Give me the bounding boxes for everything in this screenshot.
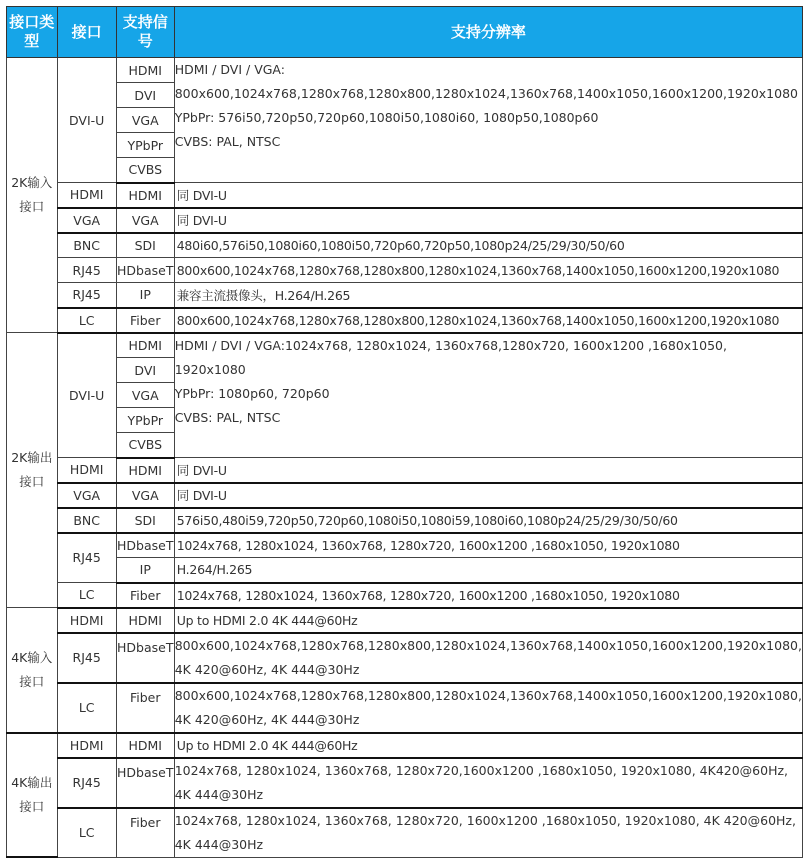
- port-cell: RJ45: [57, 633, 116, 683]
- resolution-line: HDMI / DVI / VGA:1024x768, 1280x1024, 1360x768,1280x720, 1600x1200 ,1680x1050,: [174, 337, 727, 353]
- signal-cell: DVI: [116, 358, 174, 383]
- table-row: [7, 683, 803, 733]
- port-cell: LC: [57, 583, 116, 608]
- resolution-cell: 同 DVI-U: [174, 483, 802, 508]
- resolution-cell: [174, 58, 802, 183]
- table-row: [7, 333, 803, 358]
- resolution-cell: Up to HDMI 2.0 4K 444@60Hz: [174, 608, 802, 633]
- port-cell: LC: [57, 308, 116, 333]
- table-row: [7, 608, 803, 633]
- resolution-cell: 1024x768, 1280x1024, 1360x768, 1280x720, 1600x1200 ,1680x1050, 1920x1080: [174, 583, 802, 608]
- group-4k-output: 4K输出接口: [7, 733, 58, 858]
- signal-cell: Fiber: [116, 308, 174, 333]
- resolution-cell: H.264/H.265: [174, 558, 802, 583]
- resolution-cell: 576i50,480i59,720p50,720p60,1080i50,1080i59,1080i60,1080p24/25/29/30/50/60: [174, 508, 802, 533]
- resolution-cell: 1024x768, 1280x1024, 1360x768, 1280x720, 1600x1200 ,1680x1050, 1920x1080: [174, 533, 802, 558]
- signal-cell: IP: [116, 283, 174, 308]
- header-signal: 支持信号: [116, 7, 174, 58]
- signal-cell: VGA: [116, 208, 174, 233]
- port-cell: DVI-U: [57, 333, 116, 458]
- signal-cell: YPbPr: [116, 408, 174, 433]
- resolution-line: 1920x1080: [174, 361, 246, 377]
- port-cell: HDMI: [57, 733, 116, 758]
- resolution-line: HDMI / DVI / VGA:: [174, 62, 285, 77]
- table-row: [7, 58, 803, 83]
- signal-cell: HDMI: [116, 333, 174, 358]
- signal-cell: SDI: [116, 233, 174, 258]
- signal-cell: HDbaseT: [116, 758, 174, 808]
- port-cell: RJ45: [57, 533, 116, 583]
- resolution-cell: [174, 808, 802, 858]
- signal-cell: VGA: [116, 483, 174, 508]
- signal-cell: YPbPr: [116, 133, 174, 158]
- signal-cell: HDMI: [116, 733, 174, 758]
- signal-cell: CVBS: [116, 158, 174, 183]
- port-cell: VGA: [57, 483, 116, 508]
- resolution-line: YPbPr: 576i50,720p50,720p60,1080i50,1080i60, 1080p50,1080p60: [174, 110, 599, 125]
- resolution-cell: 800x600,1024x768,1280x768,1280x800,1280x1024,1360x768,1400x1050,1600x1200,1920x1080: [174, 258, 802, 283]
- signal-cell: Fiber: [116, 683, 174, 733]
- resolution-cell: 同 DVI-U: [174, 208, 802, 233]
- resolution-line: 800x600,1024x768,1280x768,1280x800,1280x1024,1360x768,1400x1050,1600x1200,1920x1080,: [174, 637, 802, 653]
- signal-cell: CVBS: [116, 433, 174, 458]
- header-row: [7, 7, 803, 58]
- table-row: [7, 308, 803, 333]
- port-cell: HDMI: [57, 458, 116, 483]
- port-cell: RJ45: [57, 258, 116, 283]
- signal-cell: HDbaseT: [116, 633, 174, 683]
- table-row: [7, 283, 803, 308]
- signal-cell: SDI: [116, 508, 174, 533]
- port-cell: LC: [57, 683, 116, 733]
- resolution-cell: [174, 683, 802, 733]
- port-cell: HDMI: [57, 183, 116, 208]
- port-cell: BNC: [57, 233, 116, 258]
- resolution-line: 1024x768, 1280x1024, 1360x768, 1280x720,1600x1200 ,1680x1050, 1920x1080, 4K420@60Hz,: [174, 762, 789, 778]
- resolution-cell: 480i60,576i50,1080i60,1080i50,720p60,720p50,1080p24/25/29/30/50/60: [174, 233, 802, 258]
- header-interface: 接口: [57, 7, 116, 58]
- signal-cell: HDbaseT: [116, 533, 174, 558]
- resolution-line: YPbPr: 1080p60, 720p60: [174, 385, 330, 401]
- resolution-cell: [174, 333, 802, 458]
- table-row: [7, 508, 803, 533]
- table-row: [7, 208, 803, 233]
- table-row: [7, 458, 803, 483]
- port-cell: LC: [57, 808, 116, 858]
- signal-cell: Fiber: [116, 583, 174, 608]
- table-row: [7, 633, 803, 683]
- signal-cell: IP: [116, 558, 174, 583]
- table-row: [7, 483, 803, 508]
- resolution-table: [6, 6, 803, 858]
- signal-cell: HDMI: [116, 183, 174, 208]
- group-4k-input: 4K输入接口: [7, 608, 58, 733]
- signal-cell: VGA: [116, 108, 174, 133]
- signal-cell: HDMI: [116, 608, 174, 633]
- table-row: [7, 233, 803, 258]
- resolution-line: 800x600,1024x768,1280x768,1280x800,1280x1024,1360x768,1400x1050,1600x1200,1920x1080,: [174, 687, 802, 703]
- table-row: [7, 758, 803, 808]
- resolution-cell: 800x600,1024x768,1280x768,1280x800,1280x1024,1360x768,1400x1050,1600x1200,1920x1080: [174, 308, 802, 333]
- resolution-cell: [174, 633, 802, 683]
- signal-cell: HDMI: [116, 58, 174, 83]
- port-cell: BNC: [57, 508, 116, 533]
- resolution-cell: 同 DVI-U: [174, 458, 802, 483]
- resolution-cell: 同 DVI-U: [174, 183, 802, 208]
- table-row: [7, 183, 803, 208]
- resolution-cell: Up to HDMI 2.0 4K 444@60Hz: [174, 733, 802, 758]
- resolution-line: 4K 444@30Hz: [174, 786, 264, 802]
- resolution-line: 4K 444@30Hz: [174, 836, 264, 852]
- signal-cell: HDbaseT: [116, 258, 174, 283]
- signal-cell: Fiber: [116, 808, 174, 858]
- resolution-line: CVBS: PAL, NTSC: [174, 409, 281, 425]
- resolution-cell: [174, 758, 802, 808]
- table-row: [7, 258, 803, 283]
- group-2k-input: 2K输入接口: [7, 58, 58, 333]
- table-row: [7, 733, 803, 758]
- resolution-cell: 兼容主流摄像头，H.264/H.265: [174, 283, 802, 308]
- resolution-line: CVBS: PAL, NTSC: [174, 134, 281, 149]
- table-row: [7, 808, 803, 858]
- resolution-line: 800x600,1024x768,1280x768,1280x800,1280x1024,1360x768,1400x1050,1600x1200,1920x1080: [174, 86, 798, 101]
- port-cell: DVI-U: [57, 58, 116, 183]
- resolution-line: 4K 420@60Hz, 4K 444@30Hz: [174, 711, 360, 727]
- table-row: [7, 533, 803, 558]
- signal-cell: HDMI: [116, 458, 174, 483]
- header-interface-type: 接口类型: [7, 7, 58, 58]
- port-cell: RJ45: [57, 283, 116, 308]
- signal-cell: VGA: [116, 383, 174, 408]
- port-cell: RJ45: [57, 758, 116, 808]
- table-row: [7, 558, 803, 583]
- port-cell: HDMI: [57, 608, 116, 633]
- header-resolution: 支持分辨率: [174, 7, 802, 58]
- group-2k-output: 2K输出接口: [7, 333, 58, 608]
- signal-cell: DVI: [116, 83, 174, 108]
- resolution-line: 1024x768, 1280x1024, 1360x768, 1280x720, 1600x1200 ,1680x1050, 1920x1080, 4K 420@60Hz,: [174, 812, 796, 828]
- port-cell: VGA: [57, 208, 116, 233]
- resolution-line: 4K 420@60Hz, 4K 444@30Hz: [174, 661, 360, 677]
- table-row: [7, 583, 803, 608]
